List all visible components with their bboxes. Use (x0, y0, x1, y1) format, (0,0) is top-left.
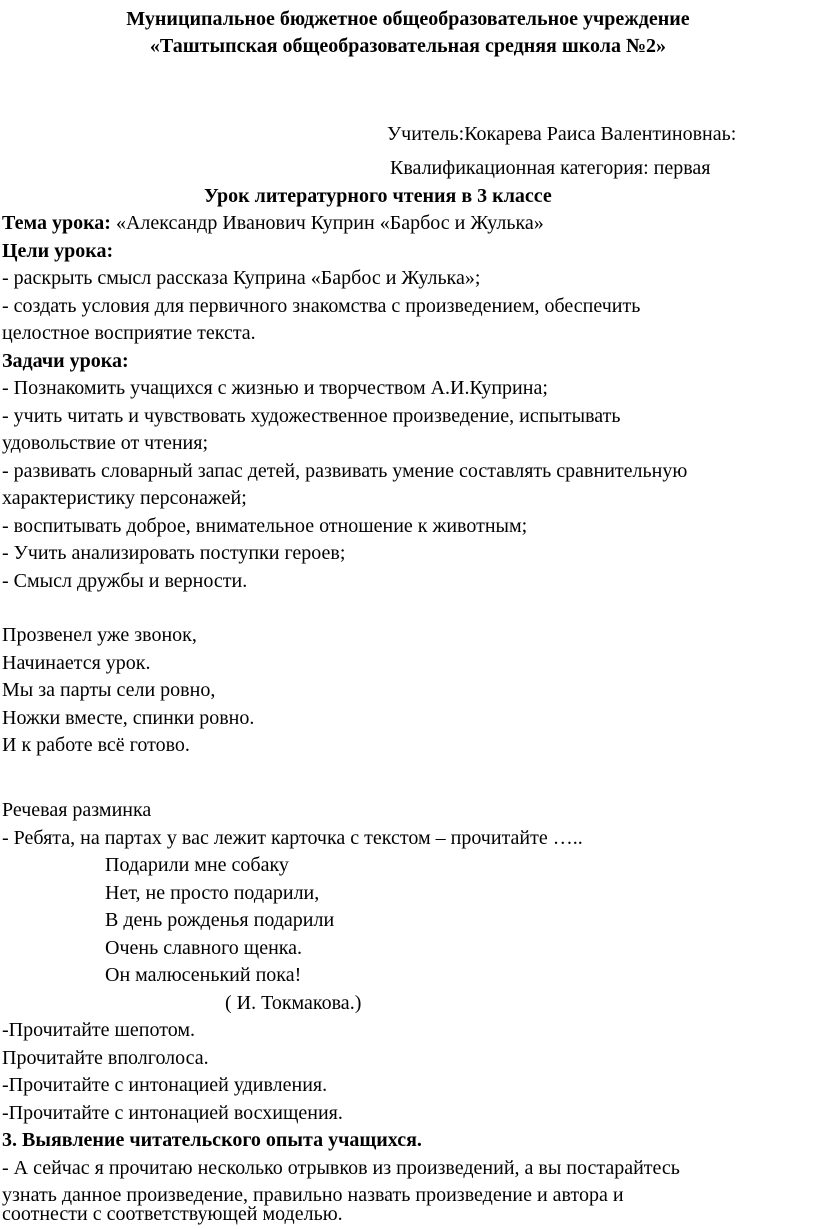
poem-line: Мы за парты сели ровно, (2, 679, 216, 701)
tasks-line: - развивать словарный запас детей, развивать умение составлять сравнительную (2, 460, 688, 482)
goals-line: - создать условия для первичного знакомства с произведением, обеспечить (2, 295, 641, 317)
warmup-intro: - Ребята, на партах у вас лежит карточка с текстом – прочитайте ….. (2, 827, 583, 849)
goals-line: целостное восприятие текста. (2, 322, 256, 344)
warmup-poem-line: Он малюсенький пока! (105, 964, 302, 986)
goals-label: Цели урока: (2, 240, 114, 262)
poem-line: Начинается урок. (2, 652, 151, 674)
warmup-poem-line: Очень славного щенка. (105, 937, 303, 959)
tasks-line: - Познакомить учащихся с жизнью и творчеством А.И.Куприна; (2, 377, 548, 399)
section-3-heading: 3. Выявление читательского опыта учащихся. (2, 1129, 422, 1151)
school-name-line-1: Муниципальное бюджетное общеобразовательное учреждение (126, 8, 690, 30)
tasks-line: характеристику персонажей; (2, 487, 247, 509)
warmup-title: Речевая разминка (2, 799, 152, 821)
warmup-poem-line: В день рожденья подарили (105, 909, 335, 931)
poem-line: И к работе всё готово. (2, 734, 190, 756)
lesson-topic (2, 210, 544, 238)
warmup-poem-line: Подарили мне собаку (105, 854, 289, 876)
goals-line: - раскрыть смысл рассказа Куприна «Барбос и Жулька»; (2, 267, 481, 289)
instruction-line: -Прочитайте с интонацией восхищения. (2, 1102, 343, 1124)
tasks-label: Задачи урока: (2, 350, 129, 372)
topic-value: «Александр Иванович Куприн «Барбос и Жулька» (110, 212, 544, 234)
warmup-poem-line: Нет, не просто подарили, (105, 882, 320, 904)
tasks-line: - Смысл дружбы и верности. (2, 570, 248, 592)
tasks-line: - Учить анализировать поступки героев; (2, 542, 346, 564)
tasks-line: удовольствие от чтения; (2, 432, 209, 454)
section-3-line: узнать данное произведение, правильно назвать произведение и автора и (2, 1184, 624, 1206)
lesson-title: Урок литературного чтения в 3 классе (204, 185, 552, 207)
tasks-line: - воспитывать доброе, внимательное отношение к животным; (2, 515, 528, 537)
topic-label: Тема урока: (2, 212, 111, 234)
poem-line: Прозвенел уже звонок, (2, 624, 197, 646)
poem-line: Ножки вместе, спинки ровно. (2, 707, 255, 729)
tasks-line: - учить читать и чувствовать художественное произведение, испытывать (2, 405, 621, 427)
instruction-line: Прочитайте вполголоса. (2, 1047, 209, 1069)
teacher-category: Квалификационная категория: первая (390, 157, 711, 179)
warmup-author: ( И. Токмакова.) (225, 992, 362, 1014)
school-name-line-2: «Таштыпская общеобразовательная средняя школа №2» (149, 35, 667, 57)
instruction-line: -Прочитайте с интонацией удивления. (2, 1074, 328, 1096)
instruction-line: -Прочитайте шепотом. (2, 1019, 195, 1041)
teacher-name: Учитель:Кокарева Раиса Валентиновнаь: (387, 123, 737, 145)
section-3-line: - А сейчас я прочитаю несколько отрывков из произведений, а вы постарайтесь (2, 1157, 680, 1179)
section-3-line: соотнести с соответствующей моделью. (2, 1203, 343, 1225)
